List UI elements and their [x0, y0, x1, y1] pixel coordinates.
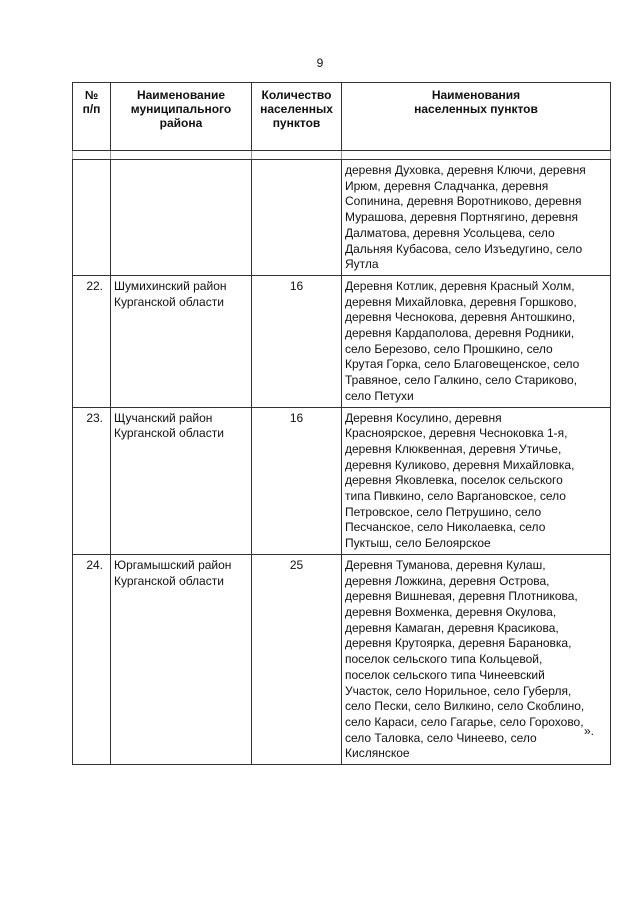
table-row [73, 407, 611, 554]
header-count: Количество населенных пунктов [252, 83, 342, 151]
table-row [73, 275, 611, 407]
settlement-list: Деревня Туманова, деревня Кулаш, деревня Ложкина, деревня Острова, деревня Вишневая, деревня Плотникова, деревня Вохменка, деревня Окулова, деревня Камаган, деревня Красикова, деревня Крутоярка, деревня Барановка, поселок сельского типа Кольцевой, поселок сельского типа Чинеевский Участок, село Норильное, село Губерля, село Пески, село Вилкино, село Скоблино, село Караси, село Гагарье, село Горохово, село Таловка, село Чинеево, село Кислянское [342, 554, 611, 764]
row-number [73, 160, 111, 276]
page-number: 9 [316, 56, 324, 70]
settlement-list: Деревня Косулино, деревня Красноярское, деревня Чесноковка 1-я, деревня Клюквенная, деревня Утичье, деревня Куликово, деревня Михайловка, деревня Яковлевка, поселок сельского типа Пивкино, село Варгановское, село Петровское, село Петрушино, село Песчанское, село Николаевка, село Пуктыш, село Белоярское [342, 407, 611, 554]
table-header-row [73, 83, 611, 151]
settlement-list: Деревня Котлик, деревня Красный Холм, деревня Михайловка, деревня Горшково, деревня Чеснокова, деревня Антошкино, деревня Кардаполова, деревня Родники, село Березово, село Прошкино, село Крутая Горка, село Благовещенское, село Травяное, село Галкино, село Стариково, село Петухи [342, 275, 611, 407]
row-number: 22. [73, 275, 111, 407]
table-row [73, 160, 611, 276]
table-row-gap [73, 151, 611, 160]
closing-quote-mark: ». [584, 724, 595, 738]
settlement-count: 25 [252, 554, 342, 764]
row-number: 23. [73, 407, 111, 554]
settlement-count [252, 160, 342, 276]
district-name [111, 160, 252, 276]
settlement-count: 16 [252, 407, 342, 554]
district-name: Щучанский район Курганской области [111, 407, 252, 554]
table-row [73, 554, 611, 764]
settlement-count: 16 [252, 275, 342, 407]
row-number: 24. [73, 554, 111, 764]
settlement-list: деревня Духовка, деревня Ключи, деревня Ирюм, деревня Сладчанка, деревня Сопинина, деревня Воротниково, деревня Мурашова, деревня Портнягино, деревня Далматова, деревня Усольцева, село Дальняя Кубасова, село Изъедугино, село Яутла [342, 160, 611, 276]
district-name: Шумихинский район Курганской области [111, 275, 252, 407]
settlements-table [72, 82, 611, 765]
header-district: Наименование муниципального района [111, 83, 252, 151]
header-places: Наименования населенных пунктов [342, 83, 611, 151]
district-name: Юргамышский район Курганской области [111, 554, 252, 764]
header-num: № п/п [73, 83, 111, 151]
